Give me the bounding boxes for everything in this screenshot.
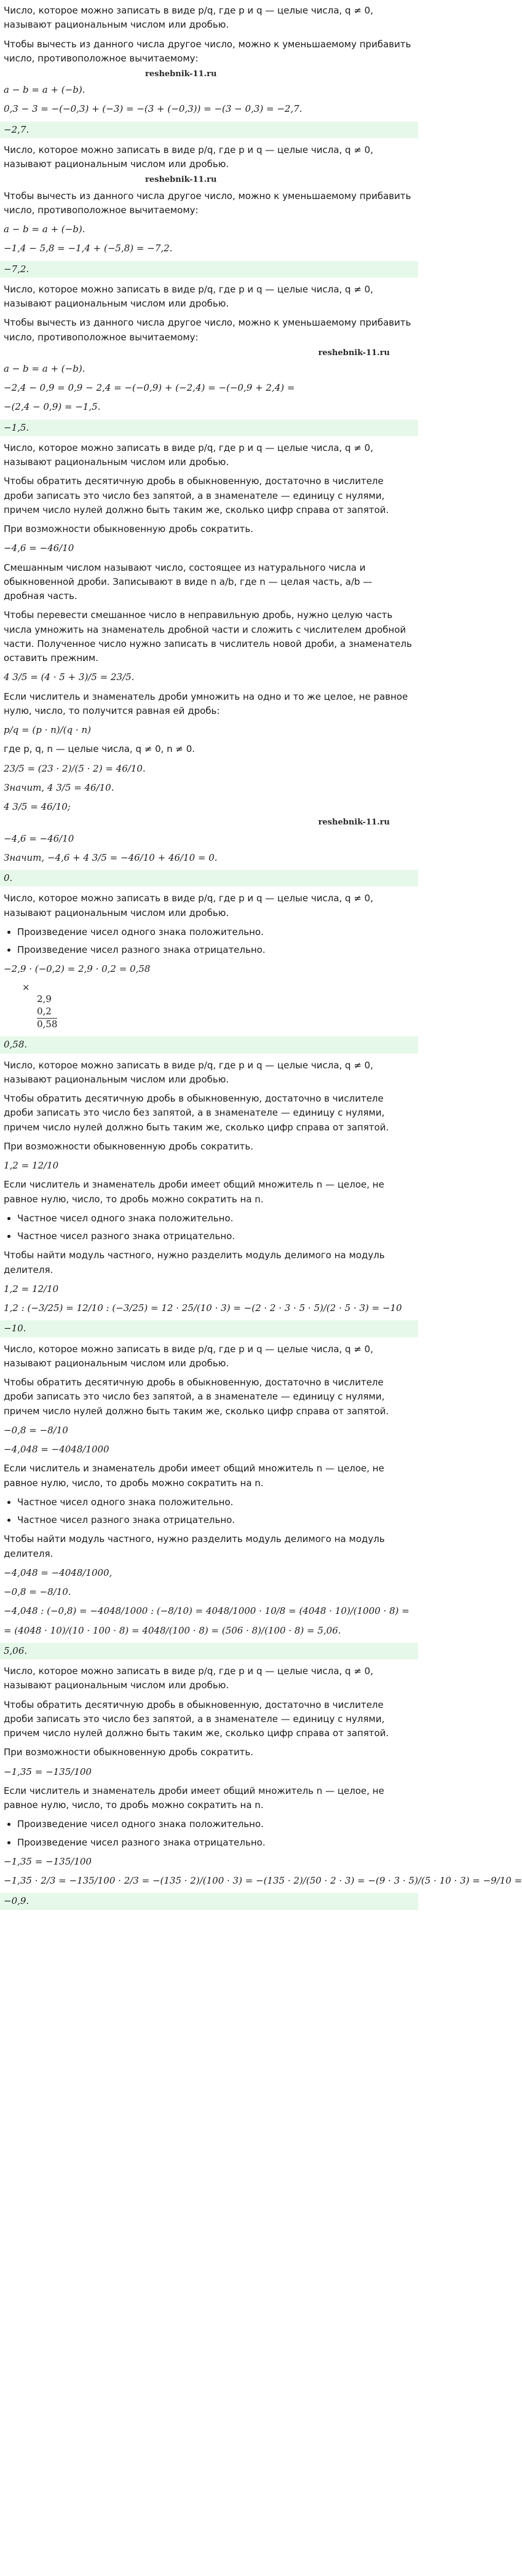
math-line: = (4048 · 10)/(10 · 100 · 8) = 4048/(100 · 8) = (506 · 8)/(100 · 8) = 5,06.	[4, 1624, 341, 1636]
rule-list-item: • Частное чисел разного знака отрицательно.	[17, 1229, 414, 1243]
math-line: −4,6 = −46/10	[4, 832, 74, 844]
math-line: a − b = a + (−b).	[4, 362, 85, 374]
math-line: 1,2 = 12/10	[4, 1160, 59, 1172]
paragraph: Чтобы обратить десятичную дробь в обыкновенную, достаточно в числителе дроби записать это число без запятой, а в знаменателе — единицу с нулями, причем число нулей должно быть таким же, сколько цифр справа от запятой.	[4, 476, 389, 515]
paragraph: Чтобы перевести смешанное число в неправильную дробь, нужно целую часть числа умножить на знаменатель дробной части и сложить с числителем дробной части. Полученное число нужно записать в числитель новой дроби, а знаменатель оставить прежним.	[4, 609, 412, 664]
math-line: 1,2 : (−3/25) = 12/10 : (−3/25) = 12 · 25/(10 · 3) = −(2 · 2 · 3 · 5 · 5)/(2 · 5 · 3) = −10	[4, 1302, 402, 1314]
paragraph: Если числитель и знаменатель дроби имеет общий множитель n — целое, не равное нулю, число, то дробь можно сократить на n.	[4, 1785, 384, 1811]
rule-list-item: • Произведение чисел разного знака отрицательно.	[17, 943, 414, 957]
rule-list-item: • Произведение чисел одного знака положительно.	[17, 1817, 414, 1831]
paragraph: Число, которое можно записать в виде p/q, где p и q — целые числа, q ≠ 0, называют рациональным числом или дробью.	[4, 893, 373, 918]
paragraph: Смешанным числом называют число, состоящее из натурального числа и обыкновенной дроби. Записывают в виде n a/b, где n — целая часть, a/b — дробная часть.	[4, 562, 373, 602]
rule-list-item: • Частное чисел одного знака положительно.	[17, 1495, 414, 1509]
rule-list-item: • Частное чисел одного знака положительно.	[17, 1212, 414, 1226]
paragraph: Чтобы обратить десятичную дробь в обыкновенную, достаточно в числителе дроби записать это число без запятой, а в знаменателе — единицу с нулями, причем число нулей должно быть таким же, сколько цифр справа от запятой.	[4, 1377, 389, 1417]
paragraph: При возможности обыкновенную дробь сократить.	[4, 523, 254, 535]
paragraph: При возможности обыкновенную дробь сократить.	[4, 1747, 254, 1758]
paragraph: где p, q, n — целые числа, q ≠ 0, n ≠ 0.	[4, 743, 196, 755]
paragraph: Если числитель и знаменатель дроби имеет общий множитель n — целое, не равное нулю, число, то дробь можно сократить на n.	[4, 1463, 384, 1489]
column-multiplication	[22, 982, 414, 1032]
answer-line: −1,5.	[0, 420, 418, 436]
rule-list	[4, 1212, 414, 1244]
rule-list	[4, 925, 414, 958]
math-line: −4,048 = −4048/1000	[4, 1444, 109, 1455]
math-line: −4,048 : (−0,8) = −4048/1000 : (−8/10) = 4048/1000 · 10/8 = (4048 · 10)/(1000 · 8) =	[4, 1605, 409, 1617]
multiply-sign: ×	[22, 981, 30, 993]
answer-line: 0.	[0, 870, 418, 887]
watermark: reshebnik-11.ru	[318, 818, 390, 828]
math-line: −2,4 − 0,9 = 0,9 − 2,4 = −(−0,9) + (−2,4) = −(−0,9 + 2,4) =	[4, 382, 295, 394]
paragraph: Число, которое можно записать в виде p/q, где p и q — целые числа, q ≠ 0, называют рациональным числом или дробью.	[4, 1343, 373, 1369]
math-line: −4,048 = −4048/1000,	[4, 1567, 113, 1578]
paragraph: Чтобы найти модуль частного, нужно разделить модуль делимого на модуль делителя.	[4, 1533, 385, 1559]
math-line: −0,8 = −8/10	[4, 1424, 68, 1436]
rule-list-item: • Произведение чисел одного знака положительно.	[17, 925, 414, 939]
rule-list	[4, 1817, 414, 1850]
math-line: a − b = a + (−b).	[4, 224, 85, 235]
rule-list-item: • Произведение чисел разного знака отрицательно.	[17, 1836, 414, 1850]
answer-line: −7,2.	[0, 261, 418, 278]
paragraph: Число, которое можно записать в виде p/q, где p и q — целые числа, q ≠ 0, называют рациональным числом или дробью.	[4, 144, 373, 170]
rule-list-item: • Частное чисел разного знака отрицательно.	[17, 1513, 414, 1527]
paragraph: Чтобы обратить десятичную дробь в обыкновенную, достаточно в числителе дроби записать это число без запятой, а в знаменателе — единицу с нулями, причем число нулей должно быть таким же, сколько цифр справа от запятой.	[4, 1093, 389, 1133]
rule-list	[4, 1495, 414, 1528]
math-line: −0,8 = −8/10.	[4, 1586, 71, 1598]
paragraph: Чтобы вычесть из данного числа другое число, можно к уменьшаемому прибавить число, противоположное вычитаемому:	[4, 38, 411, 64]
watermark: reshebnik-11.ru	[145, 175, 217, 185]
paragraph: Чтобы найти модуль частного, нужно разделить модуль делимого на модуль делителя.	[4, 1250, 385, 1275]
math-line: p/q = (p · n)/(q · n)	[4, 724, 91, 736]
paragraph: Чтобы вычесть из данного числа другое число, можно к уменьшаемому прибавить число, противоположное вычитаемому:	[4, 190, 411, 216]
watermark: reshebnik-11.ru	[318, 348, 390, 358]
paragraph: Если числитель и знаменатель дроби умножить на одно и то же целое, не равное нулю, число, то получится равная ей дробь:	[4, 691, 408, 716]
math-line: −1,35 · 2/3 = −135/100 · 2/3 = −(135 · 2)/(100 · 3) = −(135 · 2)/(50 · 2 · 3) = −(9 · 3 · 5)/(5 · 10 · 3) = −9/10 =	[4, 1875, 522, 1887]
math-line: −1,35 = −135/100	[4, 1766, 92, 1777]
paragraph: Чтобы вычесть из данного числа другое число, можно к уменьшаемому прибавить число, противоположное вычитаемому:	[4, 317, 411, 343]
math-line: −2,9 · (−0,2) = 2,9 · 0,2 = 0,58	[4, 963, 151, 975]
math-line: Значит, −4,6 + 4 3/5 = −46/10 + 46/10 = 0.	[4, 851, 218, 863]
column-row: 0,2	[37, 1005, 52, 1017]
math-line: 0,3 − 3 = −(−0,3) + (−3) = −(3 + (−0,3)) = −(3 − 0,3) = −2,7.	[4, 103, 303, 115]
math-line: Значит, 4 3/5 = 46/10.	[4, 781, 114, 793]
answer-line: −2,7.	[0, 122, 418, 138]
math-line: −1,4 − 5,8 = −1,4 + (−5,8) = −7,2.	[4, 243, 173, 254]
math-line: 4 3/5 = (4 · 5 + 3)/5 = 23/5.	[4, 671, 135, 683]
watermark: reshebnik-11.ru	[145, 69, 217, 79]
math-line: −4,6 = −46/10	[4, 542, 74, 554]
column-row: 2,9	[37, 993, 52, 1005]
math-line: 1,2 = 12/10	[4, 1283, 59, 1294]
paragraph: Число, которое можно записать в виде p/q, где p и q — целые числа, q ≠ 0, называют рациональным числом или дробью.	[4, 283, 373, 310]
math-line: −1,35 = −135/100	[4, 1855, 92, 1867]
paragraph: Число, которое можно записать в виде p/q, где p и q — целые числа, q ≠ 0, называют рациональным числом или дробью.	[4, 5, 373, 31]
paragraph: Число, которое можно записать в виде p/q, где p и q — целые числа, q ≠ 0, называют рациональным числом или дробью.	[4, 442, 373, 468]
paragraph: Число, которое можно записать в виде p/q, где p и q — целые числа, q ≠ 0, называют рациональным числом или дробью.	[4, 1666, 373, 1691]
paragraph: Число, которое можно записать в виде p/q, где p и q — целые числа, q ≠ 0, называют рациональным числом или дробью.	[4, 1059, 373, 1085]
answer-line: 0,58.	[0, 1036, 418, 1053]
paragraph: Если числитель и знаменатель дроби имеет общий множитель n — целое, не равное нулю, число, то дробь можно сократить на n.	[4, 1179, 384, 1205]
math-line: 23/5 = (23 · 2)/(5 · 2) = 46/10.	[4, 762, 146, 774]
paragraph: При возможности обыкновенную дробь сократить.	[4, 1140, 254, 1152]
paragraph: Чтобы обратить десятичную дробь в обыкновенную, достаточно в числителе дроби записать это число без запятой, а в знаменателе — единицу с нулями, причем число нулей должно быть таким же, сколько цифр справа от запятой.	[4, 1699, 389, 1739]
answer-line: 5,06.	[0, 1643, 418, 1659]
answer-line: −0,9.	[0, 1893, 418, 1909]
math-line: −(2,4 − 0,9) = −1,5.	[4, 401, 101, 413]
math-line: 4 3/5 = 46/10;	[4, 801, 71, 813]
column-row: 0,58	[37, 1019, 58, 1030]
math-line: a − b = a + (−b).	[4, 84, 85, 96]
answer-line: −10.	[0, 1320, 418, 1337]
